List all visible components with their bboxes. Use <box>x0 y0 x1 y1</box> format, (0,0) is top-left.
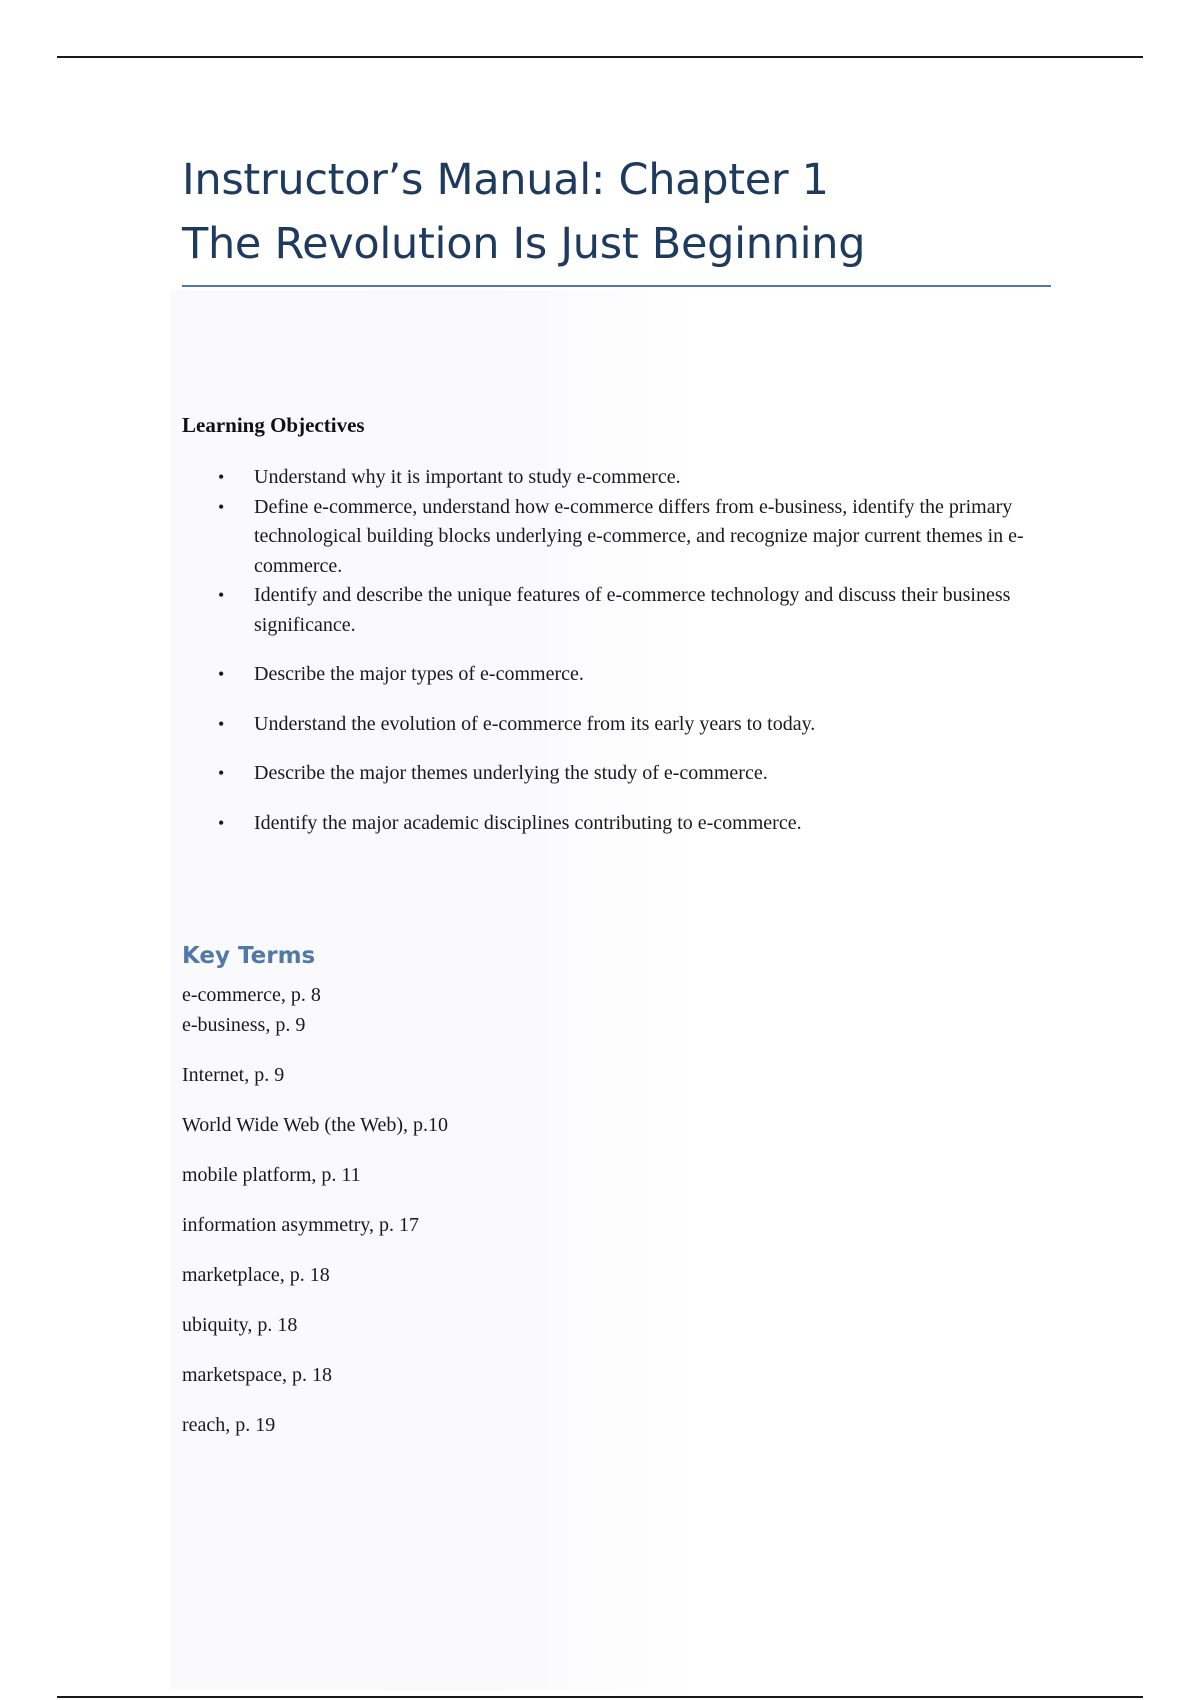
bullet-icon: • <box>218 467 225 487</box>
key-terms-list <box>182 980 448 1440</box>
title-block <box>182 148 1051 287</box>
bullet-icon: • <box>218 496 225 517</box>
list-item <box>182 660 1052 690</box>
document-title-line-2: The Revolution Is Just Beginning <box>182 219 866 269</box>
bullet-icon: • <box>218 812 225 833</box>
key-term-item: information asymmetry, p. 17 <box>182 1214 419 1236</box>
learning-objectives-list <box>182 463 1052 838</box>
objective-text: Describe the major themes underlying the study of e-commerce. <box>254 762 768 784</box>
objective-text: Define e-commerce, understand how e-commerce differs from e-business, identify the primary technological building blocks underlying e-commerce, and recognize major current themes in e-commerce. <box>254 495 1024 577</box>
key-term-item: Internet, p. 9 <box>182 1064 285 1086</box>
learning-objectives-heading: Learning Objectives <box>182 413 365 437</box>
key-term-item: mobile platform, p. 11 <box>182 1164 361 1186</box>
list-item <box>182 463 1052 493</box>
objective-text: Understand why it is important to study e-commerce. <box>254 466 681 488</box>
list-item <box>182 581 1052 640</box>
bullet-icon: • <box>218 713 225 734</box>
key-term-item: reach, p. 19 <box>182 1414 276 1436</box>
key-term-item: ubiquity, p. 18 <box>182 1314 298 1336</box>
objective-text: Identify the major academic disciplines contributing to e-commerce. <box>254 811 802 834</box>
document-title-line-1: Instructor’s Manual: Chapter 1 <box>182 155 829 205</box>
objective-text: Understand the evolution of e-commerce from its early years to today. <box>254 712 816 735</box>
bullet-icon: • <box>218 763 225 783</box>
key-terms-heading: Key Terms <box>182 943 316 969</box>
objective-text: Describe the major types of e-commerce. <box>254 663 584 685</box>
list-item <box>182 759 1052 789</box>
key-term-item: marketspace, p. 18 <box>182 1364 332 1386</box>
list-item <box>182 493 1052 582</box>
header-rule <box>57 56 1143 58</box>
bullet-icon: • <box>218 585 225 605</box>
list-item <box>182 710 1052 740</box>
objective-text: Identify and describe the unique features of e-commerce technology and discuss their business significance. <box>254 584 1011 636</box>
key-term-item: e-business, p. 9 <box>182 1014 306 1036</box>
key-term-item: World Wide Web (the Web), p.10 <box>182 1114 448 1136</box>
bullet-icon: • <box>218 664 225 684</box>
key-term-item: marketplace, p. 18 <box>182 1264 330 1286</box>
key-term-item: e-commerce, p. 8 <box>182 984 321 1006</box>
footer-rule <box>57 1696 1143 1698</box>
list-item <box>182 809 1052 839</box>
